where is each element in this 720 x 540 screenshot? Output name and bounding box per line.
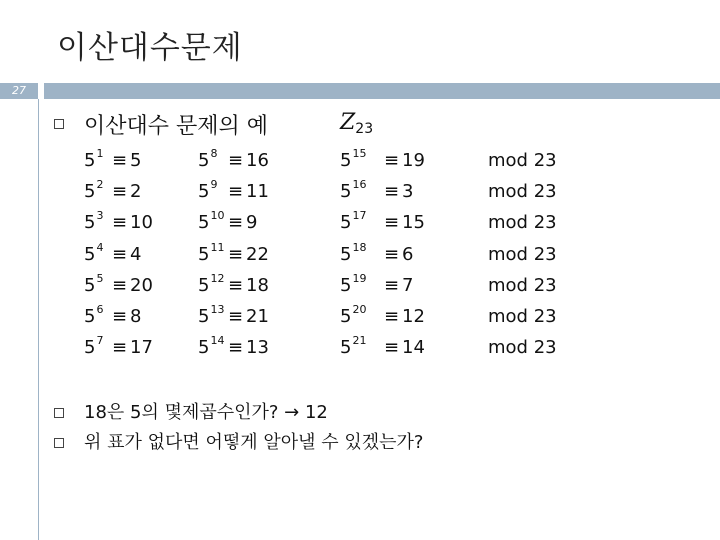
power-base: 5 — [84, 150, 96, 171]
power-base: 5 — [84, 305, 96, 327]
power-base: 5 — [198, 243, 210, 265]
congruence-symbol: ≡ — [112, 243, 128, 265]
residue-value: 17 — [130, 337, 153, 359]
congruence-symbol: ≡ — [384, 305, 400, 327]
power-row — [84, 334, 204, 368]
power-exponent: 2 — [96, 178, 104, 192]
power-exponent: 11 — [210, 240, 225, 254]
congruence-symbol: ≡ — [384, 274, 400, 296]
residue-value: 19 — [402, 150, 425, 171]
residue-value: 12 — [402, 305, 425, 327]
power-exponent: 14 — [210, 334, 225, 348]
residue-value: 5 — [130, 150, 142, 171]
bullet-square-icon — [54, 438, 64, 448]
residue-value: 4 — [130, 243, 142, 265]
power-base: 5 — [198, 181, 210, 203]
power-column-3 — [340, 147, 460, 368]
power-exponent: 6 — [96, 302, 104, 316]
congruence-symbol: ≡ — [112, 181, 128, 203]
congruence-symbol: ≡ — [112, 212, 128, 234]
power-exponent: 3 — [96, 209, 104, 223]
group-subscript: 23 — [355, 121, 374, 137]
example-heading: 이산대수 문제의 예 — [84, 114, 269, 139]
power-exponent: 13 — [210, 302, 225, 316]
slide-title: 이산대수문제 — [57, 30, 243, 66]
group-symbol: Z — [340, 110, 356, 135]
power-base: 5 — [84, 212, 96, 234]
note-hint: 위 표가 없다면 어떻게 알아낼 수 있겠는가? — [84, 432, 424, 453]
residue-value: 9 — [246, 212, 258, 234]
residue-value: 13 — [246, 337, 269, 359]
power-exponent: 12 — [210, 271, 225, 285]
note-question: 18은 5의 몇제곱수인가? → 12 — [84, 402, 328, 423]
congruence-symbol: ≡ — [228, 337, 244, 359]
power-exponent: 21 — [352, 334, 367, 348]
congruence-symbol: ≡ — [228, 181, 244, 203]
power-base: 5 — [198, 150, 210, 171]
congruence-symbol: ≡ — [228, 274, 244, 296]
mod-label: mod 23 — [488, 337, 557, 359]
residue-value: 6 — [402, 243, 414, 265]
power-base: 5 — [84, 181, 96, 203]
power-base: 5 — [340, 337, 352, 359]
power-base: 5 — [340, 274, 352, 296]
power-exponent: 9 — [210, 178, 218, 192]
residue-value: 11 — [246, 181, 269, 203]
power-exponent: 17 — [352, 209, 367, 223]
power-base: 5 — [340, 181, 352, 203]
power-exponent: 8 — [210, 147, 218, 160]
residue-value: 10 — [130, 212, 153, 234]
power-base: 5 — [340, 243, 352, 265]
residue-value: 8 — [130, 305, 142, 327]
congruence-symbol: ≡ — [112, 337, 128, 359]
mod-label: mod 23 — [488, 305, 557, 327]
congruence-symbol: ≡ — [228, 150, 244, 171]
congruence-symbol: ≡ — [112, 150, 128, 171]
power-exponent: 5 — [96, 271, 104, 285]
mod-label: mod 23 — [488, 181, 557, 203]
power-base: 5 — [340, 212, 352, 234]
mod-label: mod 23 — [488, 150, 557, 171]
bullet-square-icon — [54, 119, 64, 129]
power-base: 5 — [198, 212, 210, 234]
power-base: 5 — [84, 337, 96, 359]
congruence-symbol: ≡ — [384, 243, 400, 265]
residue-value: 21 — [246, 305, 269, 327]
power-exponent: 7 — [96, 334, 104, 348]
congruence-symbol: ≡ — [384, 181, 400, 203]
power-base: 5 — [340, 305, 352, 327]
residue-value: 7 — [402, 274, 414, 296]
slide-number: 27 — [12, 84, 26, 97]
power-row — [198, 334, 318, 368]
power-base: 5 — [84, 243, 96, 265]
power-base: 5 — [198, 305, 210, 327]
bullet-square-icon — [54, 408, 64, 418]
residue-value: 14 — [402, 337, 425, 359]
congruence-symbol: ≡ — [228, 305, 244, 327]
congruence-symbol: ≡ — [112, 274, 128, 296]
mod-label: mod 23 — [488, 212, 557, 234]
residue-value: 2 — [130, 181, 142, 203]
power-column-2 — [198, 147, 318, 368]
congruence-symbol: ≡ — [112, 305, 128, 327]
left-rule — [38, 99, 39, 540]
power-exponent: 19 — [352, 271, 367, 285]
mod-label: mod 23 — [488, 274, 557, 296]
congruence-symbol: ≡ — [228, 212, 244, 234]
residue-value: 22 — [246, 243, 269, 265]
power-column-1 — [84, 147, 204, 368]
group-label — [340, 110, 373, 137]
power-base: 5 — [198, 274, 210, 296]
power-exponent: 16 — [352, 178, 367, 192]
power-exponent: 10 — [210, 209, 225, 223]
congruence-symbol: ≡ — [228, 243, 244, 265]
header-bar — [44, 83, 720, 99]
power-exponent: 15 — [352, 147, 367, 160]
residue-value: 16 — [246, 150, 269, 171]
mod-column — [488, 150, 557, 368]
power-base: 5 — [84, 274, 96, 296]
congruence-symbol: ≡ — [384, 212, 400, 234]
mod-label: mod 23 — [488, 243, 557, 265]
power-exponent: 1 — [96, 147, 104, 160]
congruence-symbol: ≡ — [384, 337, 400, 359]
power-base: 5 — [198, 337, 210, 359]
residue-value: 18 — [246, 274, 269, 296]
residue-value: 15 — [402, 212, 425, 234]
residue-value: 3 — [402, 181, 414, 203]
congruence-symbol: ≡ — [384, 150, 400, 171]
power-base: 5 — [340, 150, 352, 171]
power-exponent: 18 — [352, 240, 367, 254]
power-exponent: 20 — [352, 302, 367, 316]
residue-value: 20 — [130, 274, 153, 296]
power-row — [340, 334, 460, 368]
power-exponent: 4 — [96, 240, 104, 254]
